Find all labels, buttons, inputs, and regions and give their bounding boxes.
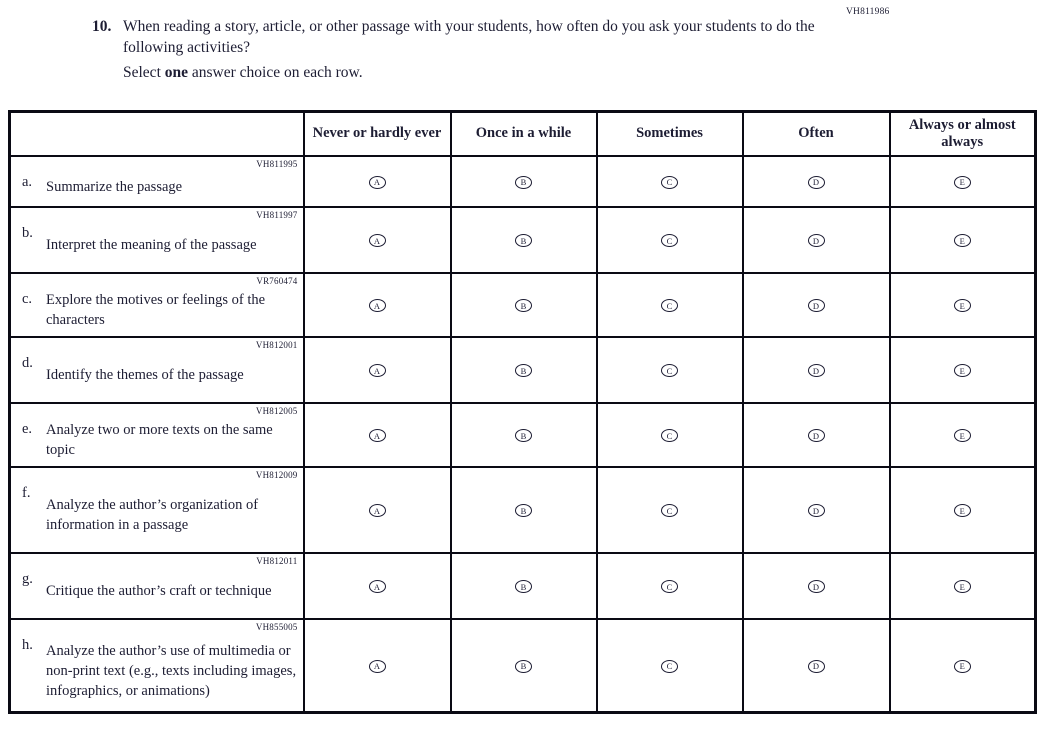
answer-bubble-e[interactable]: E xyxy=(954,234,971,247)
row-label-cell xyxy=(10,156,304,207)
answer-cell-e-always[interactable] xyxy=(890,403,1036,467)
column-header-sometimes: Sometimes xyxy=(597,112,743,156)
row-text: Explore the motives or feelings of the characters xyxy=(46,292,266,328)
row-item-code: VH855005 xyxy=(255,621,298,632)
answer-bubble-c[interactable]: C xyxy=(661,429,678,442)
answer-cell-g-sometimes[interactable] xyxy=(597,553,743,619)
table-row-d xyxy=(10,337,1036,403)
row-text: Analyze two or more texts on the same topic xyxy=(46,422,273,458)
question-block xyxy=(92,16,822,58)
row-label-cell xyxy=(10,619,304,713)
table-row-a xyxy=(10,156,1036,207)
answer-bubble-a[interactable]: A xyxy=(369,504,386,517)
answer-cell-g-once[interactable] xyxy=(451,553,597,619)
answer-cell-e-sometimes[interactable] xyxy=(597,403,743,467)
answer-bubble-d[interactable]: D xyxy=(808,660,825,673)
answer-bubble-a[interactable]: A xyxy=(369,299,386,312)
question-matrix-table xyxy=(8,110,1037,714)
answer-cell-c-always[interactable] xyxy=(890,273,1036,337)
instruction-suffix: answer choice on each row. xyxy=(188,64,363,81)
answer-bubble-c[interactable]: C xyxy=(661,660,678,673)
row-letter: d. xyxy=(22,354,33,371)
row-label xyxy=(11,635,303,712)
row-label-cell xyxy=(10,553,304,619)
answer-cell-b-never[interactable] xyxy=(304,207,451,273)
answer-cell-e-never[interactable] xyxy=(304,403,451,467)
answer-cell-e-often[interactable] xyxy=(743,403,890,467)
row-text: Identify the themes of the passage xyxy=(46,367,244,383)
row-letter: e. xyxy=(22,420,33,437)
row-letter: g. xyxy=(22,570,33,587)
row-text: Analyze the author’s organization of information in a passage xyxy=(46,497,259,533)
answer-bubble-c[interactable]: C xyxy=(661,580,678,593)
answer-cell-h-always[interactable] xyxy=(890,619,1036,713)
answer-bubble-b[interactable]: B xyxy=(515,299,532,312)
question-number: 10. xyxy=(92,18,112,35)
answer-cell-a-always[interactable] xyxy=(890,156,1036,207)
answer-cell-d-once[interactable] xyxy=(451,337,597,403)
answer-cell-f-often[interactable] xyxy=(743,467,890,553)
answer-bubble-c[interactable]: C xyxy=(661,234,678,247)
row-letter: c. xyxy=(22,290,33,307)
answer-cell-d-often[interactable] xyxy=(743,337,890,403)
row-label xyxy=(11,419,303,466)
column-header-blank xyxy=(10,112,304,156)
answer-bubble-d[interactable]: D xyxy=(808,234,825,247)
answer-bubble-e[interactable]: E xyxy=(954,429,971,442)
answer-bubble-d[interactable]: D xyxy=(808,299,825,312)
answer-bubble-a[interactable]: A xyxy=(369,364,386,377)
answer-bubble-e[interactable]: E xyxy=(954,660,971,673)
answer-bubble-c[interactable]: C xyxy=(661,504,678,517)
answer-bubble-c[interactable]: C xyxy=(661,176,678,189)
row-text: Critique the author’s craft or technique xyxy=(46,583,272,599)
instruction-bold-word: one xyxy=(164,64,188,81)
answer-cell-a-sometimes[interactable] xyxy=(597,156,743,207)
row-label xyxy=(11,569,303,618)
answer-bubble-b[interactable]: B xyxy=(515,504,532,517)
row-item-code: VH812009 xyxy=(255,469,298,480)
row-item-code: VH812001 xyxy=(255,339,298,350)
answer-bubble-d[interactable]: D xyxy=(808,504,825,517)
answer-bubble-a[interactable]: A xyxy=(369,429,386,442)
answer-cell-b-often[interactable] xyxy=(743,207,890,273)
answer-cell-a-never[interactable] xyxy=(304,156,451,207)
row-item-code: VH811997 xyxy=(256,209,298,220)
answer-bubble-e[interactable]: E xyxy=(954,504,971,517)
answer-cell-e-once[interactable] xyxy=(451,403,597,467)
answer-cell-f-never[interactable] xyxy=(304,467,451,553)
answer-cell-a-once[interactable] xyxy=(451,156,597,207)
header-row xyxy=(10,112,1036,156)
row-label-cell xyxy=(10,273,304,337)
answer-cell-d-never[interactable] xyxy=(304,337,451,403)
row-item-code: VH812005 xyxy=(255,405,298,416)
table-row-h xyxy=(10,619,1036,713)
answer-bubble-d[interactable]: D xyxy=(808,429,825,442)
answer-cell-d-sometimes[interactable] xyxy=(597,337,743,403)
row-label-cell xyxy=(10,337,304,403)
answer-cell-c-once[interactable] xyxy=(451,273,597,337)
answer-cell-d-always[interactable] xyxy=(890,337,1036,403)
answer-bubble-b[interactable]: B xyxy=(515,429,532,442)
answer-bubble-d[interactable]: D xyxy=(808,364,825,377)
answer-cell-h-once[interactable] xyxy=(451,619,597,713)
row-label-cell xyxy=(10,207,304,273)
answer-bubble-c[interactable]: C xyxy=(661,299,678,312)
answer-bubble-a[interactable]: A xyxy=(369,176,386,189)
row-letter: b. xyxy=(22,224,33,241)
column-header-once-in-a-while: Once in a while xyxy=(451,112,597,156)
question-instruction xyxy=(123,62,363,83)
answer-cell-f-always[interactable] xyxy=(890,467,1036,553)
answer-bubble-e[interactable]: E xyxy=(954,176,971,189)
answer-cell-b-once[interactable] xyxy=(451,207,597,273)
answer-bubble-b[interactable]: B xyxy=(515,660,532,673)
answer-bubble-b[interactable]: B xyxy=(515,234,532,247)
instruction-prefix: Select xyxy=(123,64,165,81)
row-label xyxy=(11,289,303,336)
table-row-b xyxy=(10,207,1036,273)
answer-cell-b-always[interactable] xyxy=(890,207,1036,273)
row-item-code: VH811995 xyxy=(256,158,298,169)
answer-bubble-b[interactable]: B xyxy=(515,580,532,593)
column-header-always: Always or almost always xyxy=(890,112,1036,156)
answer-cell-h-sometimes[interactable] xyxy=(597,619,743,713)
answer-bubble-e[interactable]: E xyxy=(954,299,971,312)
form-item-code: VH811986 xyxy=(846,7,890,17)
row-label xyxy=(11,223,303,272)
answer-cell-b-sometimes[interactable] xyxy=(597,207,743,273)
answer-cell-f-once[interactable] xyxy=(451,467,597,553)
table-row-g xyxy=(10,553,1036,619)
row-letter: a. xyxy=(22,173,33,190)
answer-bubble-e[interactable]: E xyxy=(954,580,971,593)
row-label xyxy=(11,172,303,206)
table-row-c xyxy=(10,273,1036,337)
answer-bubble-a[interactable]: A xyxy=(369,234,386,247)
answer-cell-c-never[interactable] xyxy=(304,273,451,337)
answer-cell-c-sometimes[interactable] xyxy=(597,273,743,337)
row-text: Summarize the passage xyxy=(46,178,183,195)
answer-bubble-e[interactable]: E xyxy=(954,364,971,377)
question-text: When reading a story, article, or other passage with your students, how often do you ask your students to do the following activities? xyxy=(123,18,815,56)
answer-bubble-c[interactable]: C xyxy=(661,364,678,377)
row-item-code: VH812011 xyxy=(256,555,298,566)
answer-bubble-a[interactable]: A xyxy=(369,660,386,673)
table-row-f xyxy=(10,467,1036,553)
row-letter: f. xyxy=(22,484,31,501)
row-label-cell xyxy=(10,403,304,467)
answer-cell-h-never[interactable] xyxy=(304,619,451,713)
answer-cell-f-sometimes[interactable] xyxy=(597,467,743,553)
row-label xyxy=(11,353,303,402)
row-text: Interpret the meaning of the passage xyxy=(46,237,257,253)
answer-cell-a-often[interactable] xyxy=(743,156,890,207)
row-label xyxy=(11,483,303,552)
column-header-often: Often xyxy=(743,112,890,156)
answer-cell-g-always[interactable] xyxy=(890,553,1036,619)
answer-cell-g-often[interactable] xyxy=(743,553,890,619)
table-row-e xyxy=(10,403,1036,467)
answer-bubble-d[interactable]: D xyxy=(808,580,825,593)
answer-cell-h-often[interactable] xyxy=(743,619,890,713)
row-label-cell xyxy=(10,467,304,553)
answer-bubble-b[interactable]: B xyxy=(515,176,532,189)
row-text: Analyze the author’s use of multimedia or non-print text (e.g., texts including images, infographics, or animations) xyxy=(46,642,297,699)
row-item-code: VR760474 xyxy=(256,275,298,286)
answer-cell-g-never[interactable] xyxy=(304,553,451,619)
answer-cell-c-often[interactable] xyxy=(743,273,890,337)
answer-bubble-a[interactable]: A xyxy=(369,580,386,593)
answer-bubble-b[interactable]: B xyxy=(515,364,532,377)
column-header-never: Never or hardly ever xyxy=(304,112,451,156)
row-letter: h. xyxy=(22,636,33,653)
answer-bubble-d[interactable]: D xyxy=(808,176,825,189)
